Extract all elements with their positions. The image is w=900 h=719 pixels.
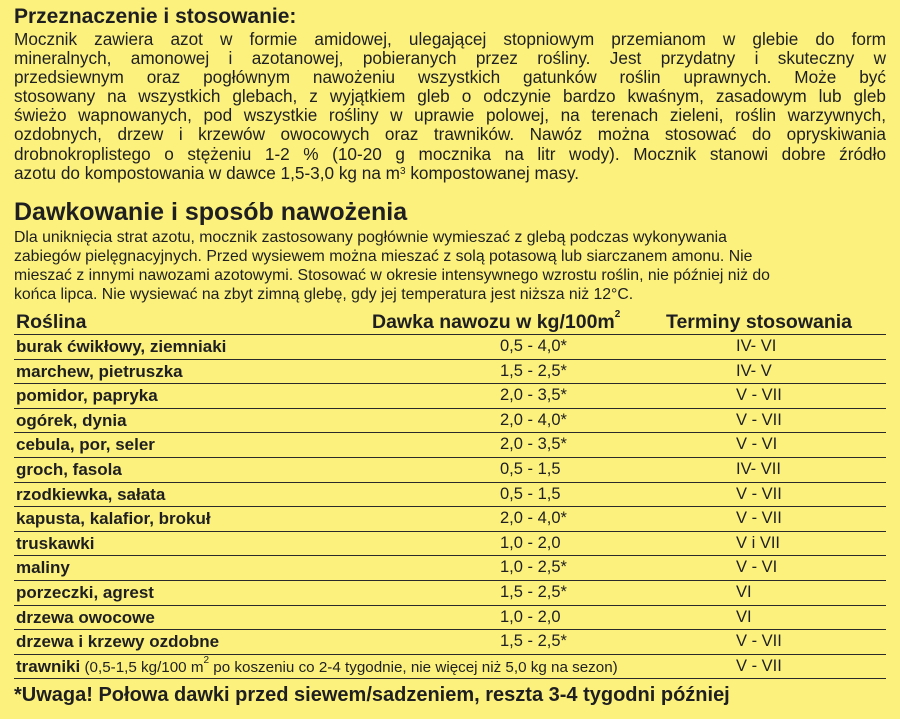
table-row: [14, 335, 886, 360]
header-dose: [372, 311, 620, 334]
dosage-paragraph: [14, 228, 894, 304]
cell-plant: groch, fasola: [16, 459, 122, 479]
cell-dose: 2,0 - 3,5*: [500, 435, 567, 454]
cell-term: V - VII: [736, 656, 782, 675]
cell-term: V - VII: [736, 410, 782, 429]
cell-plant: truskawki: [16, 533, 95, 553]
cell-plant: porzeczki, agrest: [16, 582, 154, 602]
usage-line-text: kompostowanej masy.: [405, 162, 580, 183]
superscript: 2: [203, 654, 210, 666]
usage-line-text: azotu do kompostowania w dawce 1,5-3,0 kg na m: [14, 162, 400, 183]
table-header: [14, 310, 886, 335]
usage-line: mineralnych, amonowej i azotanowej, pobieranych przez rośliny. Jest przydatny i skuteczny w: [14, 48, 886, 69]
cell-dose: 0,5 - 1,5: [500, 484, 561, 503]
table-row: [14, 384, 886, 409]
superscript: 3: [399, 165, 406, 177]
cell-term: VI: [736, 582, 752, 601]
table-row: [14, 556, 886, 581]
cell-term: IV- VI: [736, 337, 777, 355]
lawn-note-text: po koszeniu co 2-4 tygodnie, nie więcej niż 5,0 kg na sezon): [209, 658, 618, 676]
dosage-line: mieszać z innymi nawozami azotowymi. Stosować w okresie intensywnego wzrostu roślin, nie później niż do: [14, 267, 770, 284]
cell-term: V - VII: [736, 386, 782, 405]
cell-dose: 2,0 - 3,5*: [500, 386, 567, 405]
table-row: [14, 433, 886, 458]
section-title-dosage: Dawkowanie i sposób nawożenia: [14, 198, 408, 226]
cell-dose: 0,5 - 1,5: [500, 459, 561, 478]
header-plant: Roślina: [16, 311, 87, 333]
cell-term: V - VI: [736, 558, 778, 577]
usage-line: drobnokroplistego o stężeniu 1-2 % (10-20 g mocznika na litr wody). Mocznik stanowi dobre źródło: [14, 143, 886, 164]
cell-plant: burak ćwikłowy, ziemniaki: [16, 337, 227, 356]
usage-line: Mocznik zawiera azot w formie amidowej, ulegającej stopniowym przemianom w glebie do form: [14, 29, 886, 49]
table-row: [14, 581, 886, 606]
usage-line: świeżo wapnowanych, pod wszystkie rośliny w uprawie polowej, na terenach zieleni, roślin warzywnych,: [14, 105, 886, 126]
table-row: [14, 606, 886, 631]
cell-term: V - VII: [736, 632, 782, 651]
cell-plant: ogórek, dynia: [16, 410, 127, 430]
usage-line: przedsiewnym oraz pogłównym nawożeniu wszystkich gatunków roślin uprawnych. Może być: [14, 67, 886, 88]
cell-term: IV- V: [736, 361, 772, 380]
usage-line-last: [14, 164, 886, 183]
cell-dose: 1,5 - 2,5*: [500, 361, 567, 380]
cell-dose: 0,5 - 4,0*: [500, 337, 567, 355]
table-row: [14, 458, 886, 483]
header-dose-text: Dawka nawozu w kg/100m: [372, 311, 615, 333]
header-term: Terminy stosowania: [666, 311, 853, 333]
cell-term: V - VII: [736, 509, 782, 528]
table-row: [14, 532, 886, 557]
cell-plant: [16, 654, 618, 677]
dosage-line: Dla uniknięcia strat azotu, mocznik zastosowany pogłównie wymieszać z glebą podczas wykonywania: [14, 229, 727, 246]
usage-line: stosowany na wszystkich glebach, z wyjątkiem gleb o odczynie bardzo kwaśnym, zasadowym lub gleb: [14, 86, 886, 107]
cell-term: VI: [736, 607, 752, 626]
table-row-lawn: [14, 655, 886, 680]
cell-term: V - VI: [736, 435, 778, 454]
cell-dose: 1,0 - 2,5*: [500, 558, 567, 577]
lawn-note-text: (0,5-1,5 kg/100 m: [80, 658, 204, 676]
section-title-usage: Przeznaczenie i stosowanie:: [14, 5, 297, 28]
table-row: [14, 360, 886, 385]
superscript: 2: [614, 309, 621, 320]
cell-plant: marchew, pietruszka: [16, 361, 183, 381]
cell-plant: drzewa owocowe: [16, 607, 155, 627]
table-body: [14, 335, 886, 655]
cell-dose: 1,5 - 2,5*: [500, 632, 567, 651]
table-row: [14, 409, 886, 434]
cell-term: V - VII: [736, 484, 782, 503]
table-row: [14, 483, 886, 508]
usage-line: ozdobnych, drzew i krzewów owocowych oraz trawników. Nawóz można stosować do opryskiwania: [14, 124, 886, 145]
cell-plant: rzodkiewka, sałata: [16, 484, 166, 504]
cell-term: V i VII: [736, 533, 781, 552]
cell-plant: pomidor, papryka: [16, 386, 158, 406]
dosage-line: zabiegów pielęgnacyjnych. Przed wysiewem można mieszać z solą potasową lub siarczanem amonu. Nie: [14, 248, 753, 265]
cell-dose: 2,0 - 4,0*: [500, 509, 567, 528]
cell-plant: kapusta, kalafior, brokuł: [16, 509, 211, 529]
lawn-note: [80, 654, 618, 676]
dosage-line: końca lipca. Nie wysiewać na zbyt zimną glebę, gdy jej temperatura jest niższa niż 12°C.: [14, 286, 634, 303]
cell-dose: 2,0 - 4,0*: [500, 410, 567, 429]
cell-plant: drzewa i krzewy ozdobne: [16, 632, 220, 652]
dosage-table: [14, 310, 886, 679]
table-row: [14, 630, 886, 655]
footnote-warning: *Uwaga! Połowa dawki przed siewem/sadzeniem, reszta 3-4 tygodni później: [14, 684, 730, 706]
lawn-name: trawniki: [16, 656, 81, 676]
cell-dose: 1,0 - 2,0: [500, 607, 561, 626]
cell-plant: cebula, por, seler: [16, 435, 155, 455]
usage-paragraph: [14, 30, 886, 183]
cell-term: IV- VII: [736, 459, 781, 478]
cell-plant: maliny: [16, 558, 70, 578]
cell-dose: 1,5 - 2,5*: [500, 582, 567, 601]
cell-dose: 1,0 - 2,0: [500, 533, 561, 552]
table-row: [14, 507, 886, 532]
